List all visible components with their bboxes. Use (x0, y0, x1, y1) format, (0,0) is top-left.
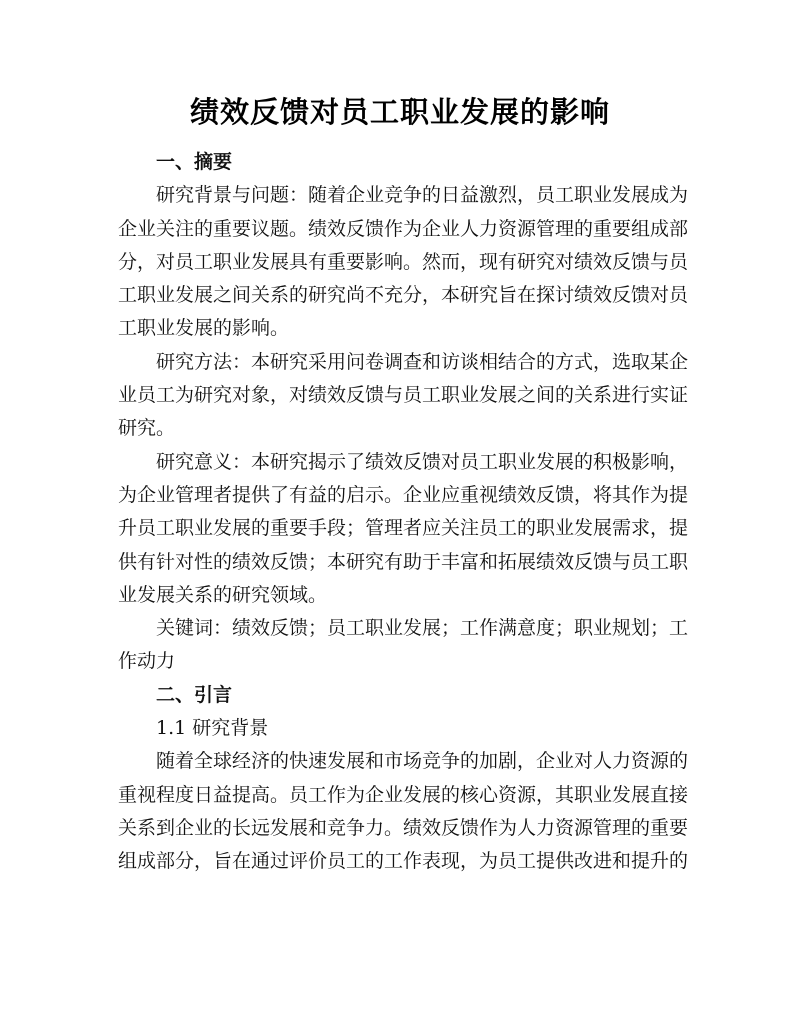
text-line: 研究背景与问题：随着企业竞争的日益激烈，员工职业发展成为 (156, 184, 689, 207)
text-line: 分，对员工职业发展具有重要影响。然而，现有研究对绩效反馈与员 (118, 250, 689, 273)
text-line: 为企业管理者提供了有益的启示。企业应重视绩效反馈，将其作为提 (118, 483, 689, 506)
text-line: 研究意义：本研究揭示了绩效反馈对员工职业发展的积极影响， (156, 450, 689, 473)
section-heading: 一、摘要 (156, 151, 233, 173)
text-line: 工职业发展的影响。 (118, 317, 290, 340)
text-line: 1.1 研究背景 (156, 717, 269, 740)
text-line: 研究方法：本研究采用问卷调查和访谈相结合的方式，选取某企 (156, 350, 689, 373)
text-line: 升员工职业发展的重要手段；管理者应关注员工的职业发展需求，提 (118, 517, 689, 540)
text-line: 作动力 (118, 650, 176, 673)
text-line: 工职业发展之间关系的研究尚不充分，本研究旨在探讨绩效反馈对员 (118, 284, 689, 307)
text-line: 业发展关系的研究领域。 (118, 583, 328, 606)
text-line: 重视程度日益提高。员工作为企业发展的核心资源，其职业发展直接 (118, 783, 689, 806)
document-title: 绩效反馈对员工职业发展的影响 (189, 95, 610, 129)
section-heading: 二、引言 (156, 683, 233, 706)
text-line: 关键词：绩效反馈；员工职业发展；工作满意度；职业规划；工 (156, 617, 689, 640)
text-line: 研究。 (118, 417, 176, 440)
text-line: 供有针对性的绩效反馈；本研究有助于丰富和拓展绩效反馈与员工职 (118, 550, 689, 573)
text-line: 业员工为研究对象，对绩效反馈与员工职业发展之间的关系进行实证 (118, 384, 689, 407)
document-body (118, 146, 689, 879)
text-line: 企业关注的重要议题。绩效反馈作为企业人力资源管理的重要组成部 (118, 217, 689, 240)
text-line: 组成部分，旨在通过评价员工的工作表现，为员工提供改进和提升的 (118, 850, 689, 873)
text-line: 关系到企业的长远发展和竞争力。绩效反馈作为人力资源管理的重要 (118, 816, 689, 839)
text-line: 随着全球经济的快速发展和市场竞争的加剧，企业对人力资源的 (156, 750, 689, 773)
